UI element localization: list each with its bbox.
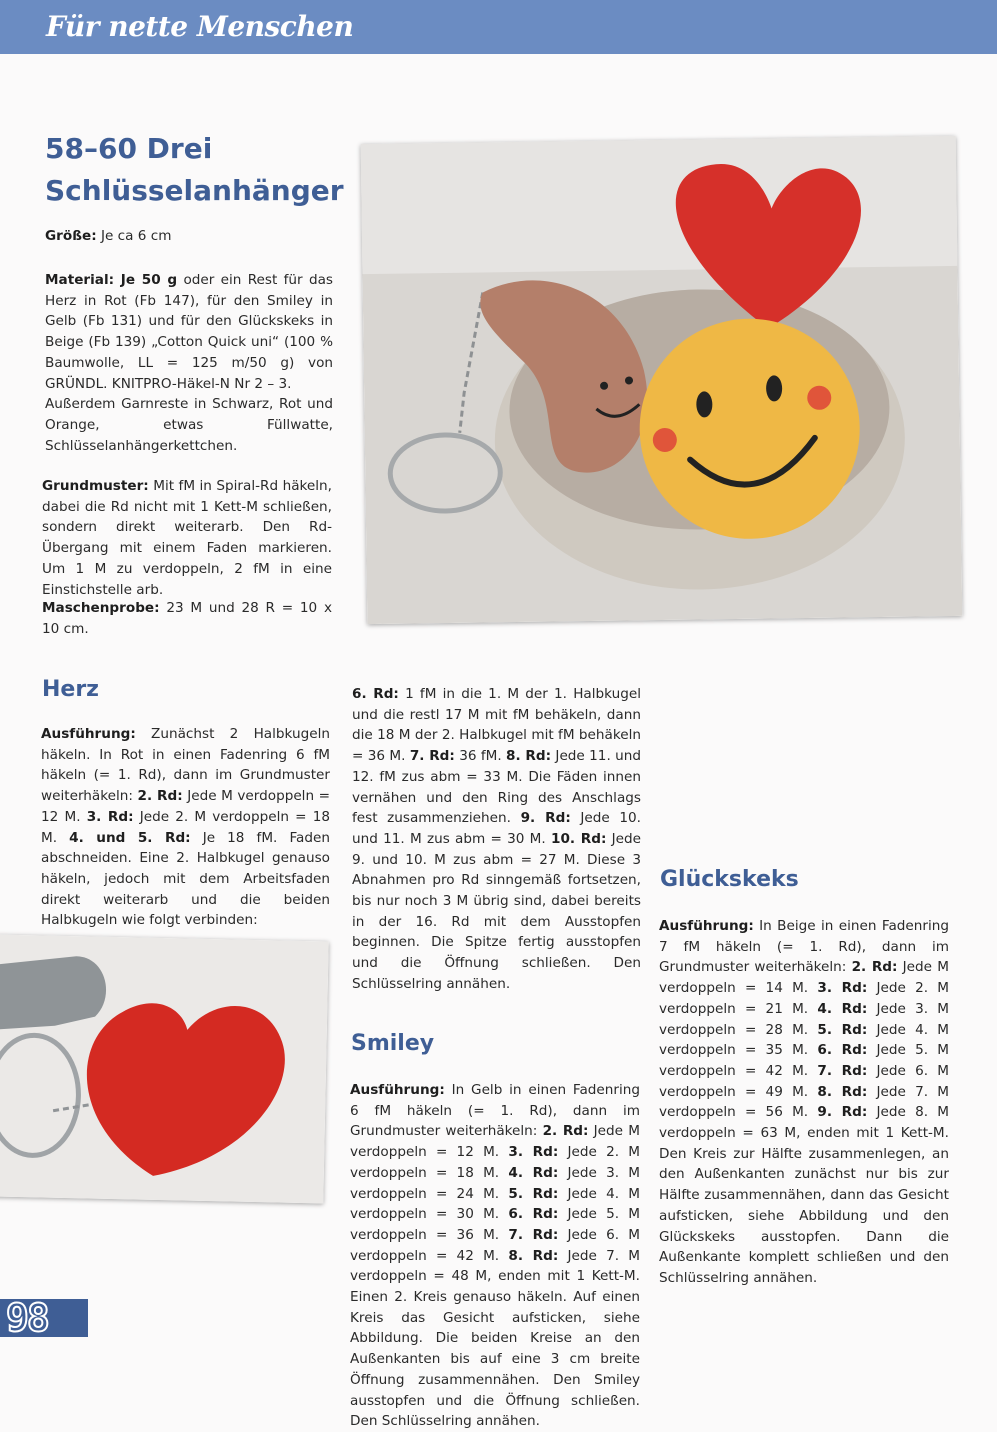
- basic-pattern-info: Grundmuster: Mit fM in Spiral-Rd häkeln, dabei die Rd nicht mit 1 Kett-M schließen, sondern direkt weiterarb. Den Rd-Übergang mit einem Faden markieren. Um 1 M zu verdoppeln, 2 fM in eine Einstichstelle arb.: [42, 478, 332, 598]
- heart-instructions-part2: 6. Rd: 1 fM in die 1. M der 1. Halbkugel und die restl 17 M mit fM behäkeln, dann die 18 M der 2. Halbkugel mit fM behäkeln = 36 M. 7. Rd: 36 fM. 8. Rd: Jede 11. und 12. fM zus abm = 33 M. Die Fäden innen vernähen und den Ring des Anschlags fest zusammenziehen. 9. Rd: Jede 10. und 11. M zus abm = 30 M. 10. Rd: Jede 9. und 10. M zus abm = 27 M. Diese 3 Abnahmen pro Rd sinngemäß fortsetzen, bis nur noch 3 M übrig sind, dabei bereits in der 16. Rd mit dem Ausstopfen beginnen. Die Spitze fertig ausstopfen und die Öffnung schließen. Den Schlüsselring annähen.: [352, 686, 642, 992]
- gauge-info: Maschenprobe: 23 M und 28 R = 10 x 10 cm.: [42, 600, 332, 637]
- fortune-cookie-instructions: Ausführung: In Beige in einen Fadenring 7 fM häkeln (= 1. Rd), dann im Grundmuster weiterhäkeln: 2. Rd: Jede M verdoppeln = 14 M. 3. Rd: Jede 2. M verdoppeln = 21 M. 4. Rd: Jede 3. M verdoppeln = 28 M. 5. Rd: Jede 4. M verdoppeln = 35 M. 6. Rd: Jede 5. M verdoppeln = 42 M. 7. Rd: Jede 6. M verdoppeln = 49 M. 8. Rd: Jede 7. M verdoppeln = 56 M. 9. Rd: Jede 8. M verdoppeln = 63 M, enden mit 1 Kett-M. Den Kreis zur Hälfte zusammenlegen, an den Außenkanten zunächst nur bis zur Hälfte zusammennähen, dann das Gesicht aufsticken, siehe Abbildung und den Glückskeks ausstopfen. Dann die Außenkante komplett schließen und den Schlüsselring annähen.: [659, 918, 949, 1286]
- keychains-photo: [361, 136, 963, 624]
- material-info: Material: Je 50 g oder ein Rest für das Herz in Rot (Fb 147), für den Smiley in Gelb (Fb 131) und für den Glückskeks in Beige (Fb 139) „Cotton Quick uni“ (100 % Baumwolle, LL = 125 m/50 g) von GRÜNDL. KNITPRO-Häkel-N Nr 2 – 3. Außerdem Garnreste in Schwarz, Rot und Orange, etwas Füllwatte, Schlüsselanhängerkettchen.: [45, 272, 333, 454]
- size-info: Größe: Je ca 6 cm: [45, 228, 172, 244]
- page-number-badge: [0, 1296, 88, 1340]
- heart-heading: Herz: [42, 677, 99, 702]
- section-title: Für nette Menschen: [46, 10, 354, 43]
- heart-keychain-photo: [0, 935, 329, 1204]
- heart-instructions-part1: Ausführung: Zunächst 2 Halbkugeln häkeln. In Rot in einen Fadenring 6 fM häkeln (= 1. Rd), dann im Grundmuster weiterhäkeln: 2. Rd: Jede M verdoppeln = 12 M. 3. Rd: Jede 2. M verdoppeln = 18 M. 4. und 5. Rd: Je 18 fM. Faden abschneiden. Eine 2. Halbkugel genauso häkeln, jedoch mit dem Arbeitsfaden direkt weiterarb und die beiden Halbkugeln wie folgt verbinden:: [41, 726, 330, 929]
- page-number: 98: [6, 1296, 48, 1340]
- page-title: 58–60 Drei Schlüsselanhänger: [45, 132, 344, 207]
- fortune-cookie-heading: Glückskeks: [660, 867, 799, 892]
- smiley-instructions: Ausführung: In Gelb in einen Fadenring 6 fM häkeln (= 1. Rd), dann im Grundmuster weiterhäkeln: 2. Rd: Jede M verdoppeln = 12 M. 3. Rd: Jede 2. M verdoppeln = 18 M. 4. Rd: Jede 3. M verdoppeln = 24 M. 5. Rd: Jede 4. M verdoppeln = 30 M. 6. Rd: Jede 5. M verdoppeln = 36 M. 7. Rd: Jede 6. M verdoppeln = 42 M. 8. Rd: Jede 7. M verdoppeln = 48 M, enden mit 1 Kett-M. Einen 2. Kreis genauso häkeln. Auf einen Kreis das Gesicht aufsticken, siehe Abbildung. Die beiden Kreise an den Außenkanten bis auf eine 3 cm breite Öffnung zusammennähen. Den Smiley ausstopfen und die Öffnung schließen. Den Schlüsselring annähen.: [350, 1082, 640, 1430]
- smiley-heading: Smiley: [351, 1031, 435, 1056]
